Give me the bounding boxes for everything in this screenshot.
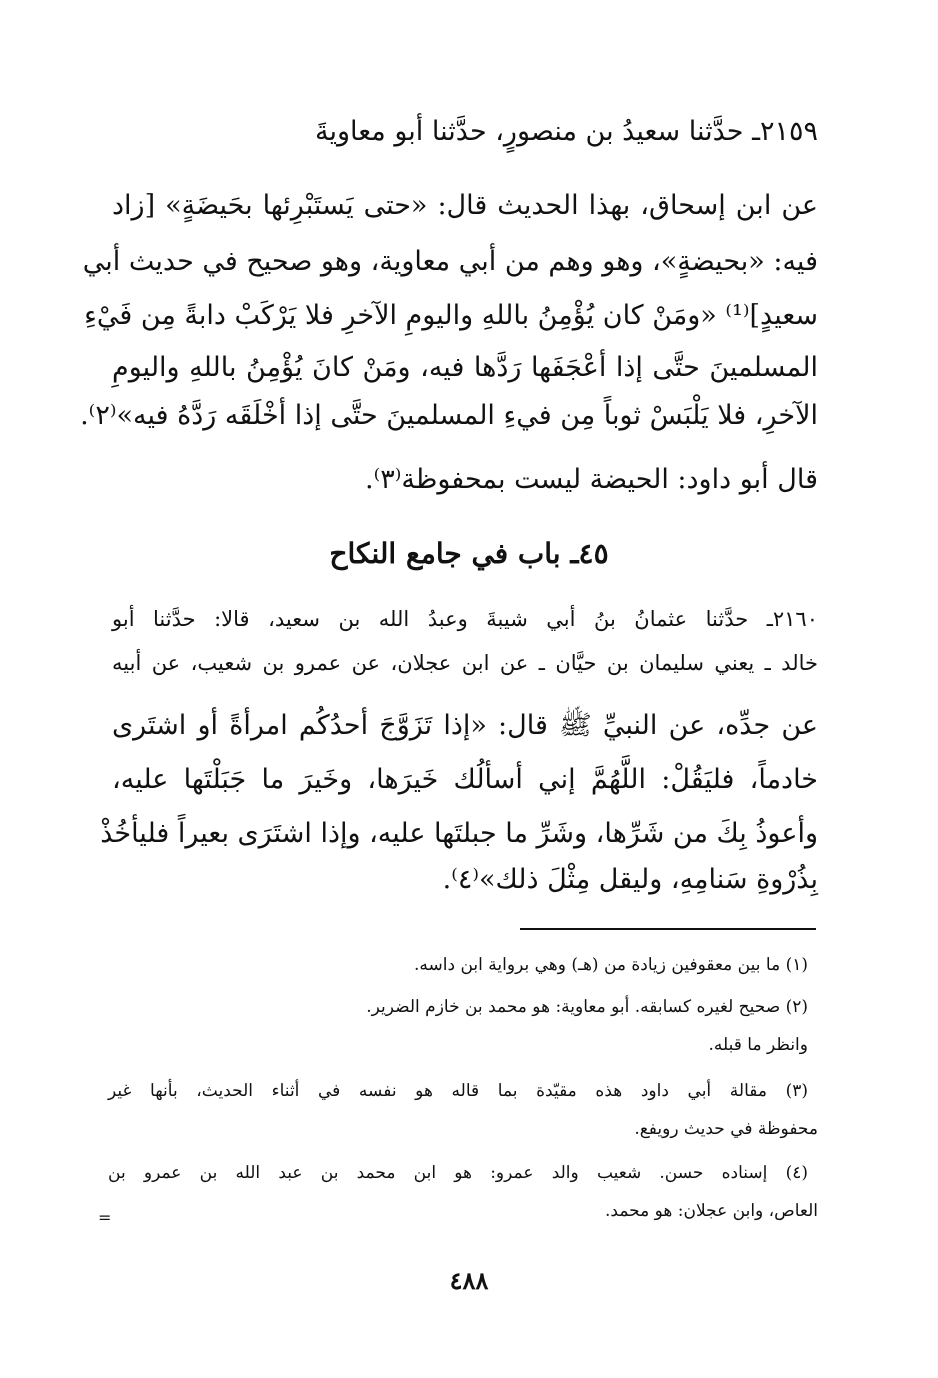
hadith-2160-matn-line-3: وأعوذُ بِكَ من شَرِّها، وشَرِّ ما جبلتَها عليه، وإذا اشتَرَى بعيراً فليأخُذْ xyxy=(100,818,818,849)
hadith-2160-isnad-line-1: ٢١٦٠ـ حدَّثنا عثمانُ بنُ أبي شيبةَ وعبدُ الله بن سعيد، قالا: حدَّثنا أبو xyxy=(112,607,818,631)
hadith-2159-line-2: عن ابن إسحاق، بهذا الحديث قال: «حتى يَستَبْرِئها بحَيضَةٍ» [زاد xyxy=(112,190,818,221)
hadith-2159-line-6: الآخرِ، فلا يَلْبَسْ ثوباً مِن فيءِ المسلمينَ حتَّى إذا أخْلَقَه رَدَّهُ فيه»⁽٢⁾. xyxy=(80,400,818,431)
hadith-2160-matn-line-1: عن جدِّه، عن النبيِّ ﷺ قال: «إذا تَزَوَّجَ أحدُكُم امرأةً أو اشتَرى xyxy=(112,710,818,741)
page-number: ٤٨٨ xyxy=(449,1266,489,1295)
footnote-2: (٢) صحيح لغيره كسابقه. أبو معاوية: هو محمد بن خازم الضرير. xyxy=(366,997,808,1017)
hadith-2159-line-1: ٢١٥٩ـ حدَّثنا سعيدُ بن منصورٍ، حدَّثنا أبو معاويةَ xyxy=(315,116,818,147)
hadith-2159-line-4: سعيدٍ]⁽¹⁾ «ومَنْ كان يُؤْمِنُ باللهِ واليومِ الآخرِ فلا يَرْكَبْ دابةً مِن فَيْءِ xyxy=(84,300,818,331)
continuation-mark: = xyxy=(98,1208,112,1227)
footnote-4: (٤) إسناده حسن. شعيب والد عمرو: هو ابن محمد بن عبد الله بن عمرو بن xyxy=(108,1163,808,1183)
hadith-2160-isnad-line-2: خالد ـ يعني سليمان بن حيَّان ـ عن ابن عجلان، عن عمرو بن شعيب، عن أبيه xyxy=(112,651,818,675)
hadith-2160-matn-line-4: بِذُرْوةِ سَنامِهِ، وليقل مِثْلَ ذلك»⁽٤⁾. xyxy=(442,864,818,895)
footnote-4-continued: العاص، وابن عجلان: هو محمد. xyxy=(605,1201,818,1221)
hadith-2159-line-3: فيه: «بحيضةٍ»، وهو وهم من أبي معاوية، وهو صحيح في حديث أبي xyxy=(82,246,818,277)
footnote-separator xyxy=(520,928,816,930)
abu-dawud-note: قال أبو داود: الحيضة ليست بمحفوظة⁽٣⁾. xyxy=(365,464,818,495)
footnote-3-continued: محفوظة في حديث رويفع. xyxy=(634,1119,818,1139)
footnote-1: (١) ما بين معقوفين زيادة من (هـ) وهي برواية ابن داسه. xyxy=(414,955,808,975)
hadith-2160-matn-line-2: خادماً، فليَقُلْ: اللَّهُمَّ إني أسألُك خَيرَها، وخَيرَ ما جَبَلْتَها عليه، xyxy=(112,764,818,795)
chapter-heading: ٤٥ـ باب في جامع النكاح xyxy=(329,537,609,570)
footnote-2-continued: وانظر ما قبله. xyxy=(708,1035,808,1055)
hadith-2159-line-5: المسلمينَ حتَّى إذا أعْجَفَها رَدَّها فيه، ومَنْ كانَ يُؤْمِنُ باللهِ واليومِ xyxy=(112,352,818,383)
footnote-3: (٣) مقالة أبي داود هذه مقيّدة بما قاله هو نفسه في أثناء الحديث، بأنها غير xyxy=(108,1081,808,1101)
